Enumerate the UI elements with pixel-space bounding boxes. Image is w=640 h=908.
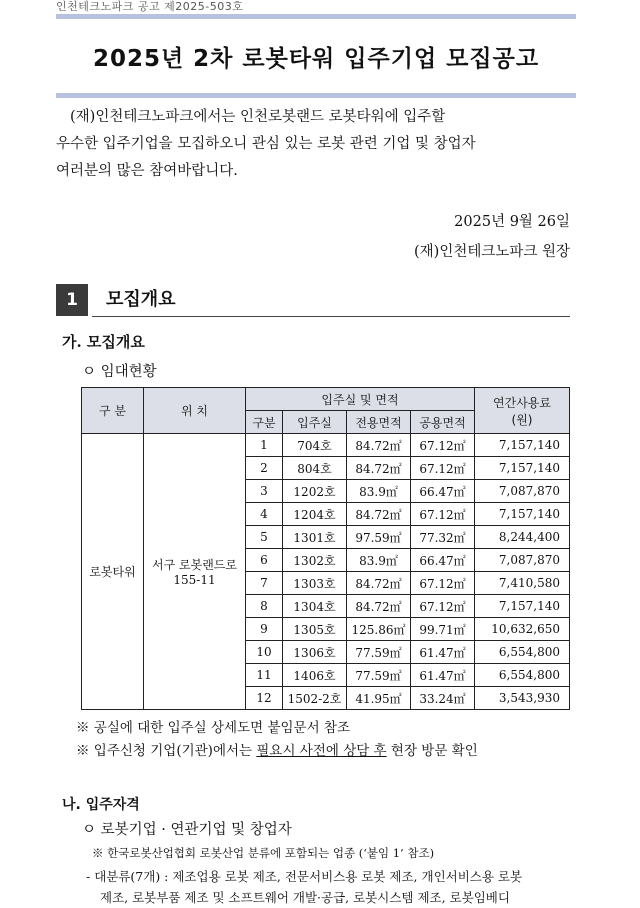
cell-annual-fee: 7,157,140	[475, 595, 570, 618]
cell-annual-fee: 3,543,930	[475, 687, 570, 710]
section-title: 모집개요	[106, 289, 176, 310]
eligibility-bullet: ㅇ 로봇기업 · 연관기업 및 창업자	[82, 822, 292, 838]
issuer-name: (재)인천테크노파크 원장	[414, 244, 570, 260]
cell-no: 4	[246, 503, 283, 526]
eligibility-note: ※ 한국로봇산업협회 로봇산업 분류에 포함되는 업종 (‘붙임 1’ 참조)	[92, 846, 435, 860]
cell-no: 11	[246, 664, 283, 687]
header-no: 구분	[246, 411, 283, 434]
document-id: 인천테크노파크 공고 제2025-503호	[56, 0, 244, 13]
cell-common-area: 67.12㎡	[411, 503, 475, 526]
cell-common-area: 61.47㎡	[411, 664, 475, 687]
cell-common-area: 67.12㎡	[411, 572, 475, 595]
top-accent-bar	[56, 14, 576, 19]
header-annual-fee	[475, 388, 570, 434]
location-line-1: 서구 로봇랜드로	[152, 558, 237, 572]
cell-room: 804호	[283, 457, 347, 480]
cell-exclusive-area: 83.9㎡	[347, 549, 411, 572]
eligibility-detail	[86, 866, 576, 908]
page-title: 2025년 2차 로봇타워 입주기업 모집공고	[92, 46, 540, 72]
cell-exclusive-area: 84.72㎡	[347, 595, 411, 618]
cell-exclusive-area: 84.72㎡	[347, 572, 411, 595]
cell-annual-fee: 10,632,650	[475, 618, 570, 641]
header-annual-fee-label: 연간사용료	[493, 395, 551, 410]
lease-table-body	[82, 434, 570, 710]
cell-annual-fee: 7,087,870	[475, 480, 570, 503]
subsection-b-title: 나. 입주자격	[62, 797, 140, 813]
intro-line-3: 여러분의 많은 참여바랍니다.	[56, 163, 238, 179]
cell-annual-fee: 8,244,400	[475, 526, 570, 549]
location-line-2: 155-11	[173, 573, 216, 587]
cell-common-area: 66.47㎡	[411, 549, 475, 572]
intro-paragraph	[56, 104, 596, 185]
cell-exclusive-area: 77.59㎡	[347, 664, 411, 687]
cell-room: 1406호	[283, 664, 347, 687]
subsection-a-title: 가. 모집개요	[62, 333, 145, 351]
cell-room: 1303호	[283, 572, 347, 595]
cell-no: 10	[246, 641, 283, 664]
signature-block	[414, 207, 570, 267]
note-visit-post: 현장 방문 확인	[386, 743, 478, 759]
header-room-area: 입주실 및 면적	[246, 388, 475, 411]
cell-exclusive-area: 84.72㎡	[347, 503, 411, 526]
cell-room: 1304호	[283, 595, 347, 618]
cell-no: 6	[246, 549, 283, 572]
cell-exclusive-area: 125.86㎡	[347, 618, 411, 641]
cell-no: 12	[246, 687, 283, 710]
cell-room: 704호	[283, 434, 347, 457]
table-row	[82, 434, 570, 457]
intro-line-1: (재)인천테크노파크에서는 인천로봇랜드 로봇타워에 입주할	[70, 109, 446, 125]
cell-room: 1301호	[283, 526, 347, 549]
cell-room: 1305호	[283, 618, 347, 641]
cell-exclusive-area: 83.9㎡	[347, 480, 411, 503]
header-annual-fee-unit: (원)	[511, 412, 533, 427]
cell-common-area: 99.71㎡	[411, 618, 475, 641]
header-exclusive-area: 전용면적	[347, 411, 411, 434]
cell-no: 2	[246, 457, 283, 480]
cell-annual-fee: 7,157,140	[475, 457, 570, 480]
cell-common-area: 67.12㎡	[411, 595, 475, 618]
section-number-badge: 1	[56, 284, 88, 316]
cell-no: 1	[246, 434, 283, 457]
cell-room: 1204호	[283, 503, 347, 526]
cell-annual-fee: 7,157,140	[475, 503, 570, 526]
cell-common-area: 33.24㎡	[411, 687, 475, 710]
cell-room: 1202호	[283, 480, 347, 503]
title-accent-bar	[56, 93, 576, 98]
announcement-date: 2025년 9월 26일	[454, 214, 570, 230]
cell-category: 로봇타워	[82, 434, 144, 710]
cell-common-area: 67.12㎡	[411, 457, 475, 480]
cell-exclusive-area: 77.59㎡	[347, 641, 411, 664]
header-common-area: 공용면적	[411, 411, 475, 434]
cell-location	[144, 434, 246, 710]
cell-exclusive-area: 84.72㎡	[347, 434, 411, 457]
header-category: 구 분	[82, 388, 144, 434]
cell-annual-fee: 7,157,140	[475, 434, 570, 457]
lease-status-bullet: ㅇ 임대현황	[82, 364, 157, 380]
header-location: 위 치	[144, 388, 246, 434]
eligibility-detail-line-1: - 대분류(7개) : 제조업용 로봇 제조, 전문서비스용 로봇 제조, 개인서비스용 로봇	[86, 869, 523, 884]
cell-no: 5	[246, 526, 283, 549]
note-visit-underlined: 필요시 사전에 상담 후	[256, 743, 387, 759]
note-floorplan: ※ 공실에 대한 입주실 상세도면 붙임문서 참조	[76, 720, 350, 736]
table-notes	[76, 717, 478, 763]
cell-no: 8	[246, 595, 283, 618]
lease-status-table	[81, 387, 570, 710]
header-room: 입주실	[283, 411, 347, 434]
cell-exclusive-area: 97.59㎡	[347, 526, 411, 549]
cell-common-area: 61.47㎡	[411, 641, 475, 664]
cell-annual-fee: 6,554,800	[475, 664, 570, 687]
cell-annual-fee: 7,410,580	[475, 572, 570, 595]
cell-annual-fee: 7,087,870	[475, 549, 570, 572]
eligibility-detail-line-2: 제조, 로봇부품 제조 및 소프트웨어 개발·공급, 로봇시스템 제조, 로봇임베디	[100, 890, 510, 905]
cell-no: 9	[246, 618, 283, 641]
cell-no: 3	[246, 480, 283, 503]
section-underline	[92, 316, 570, 317]
intro-line-2: 우수한 입주기업을 모집하오니 관심 있는 로봇 관련 기업 및 창업자	[56, 136, 476, 152]
cell-room: 1302호	[283, 549, 347, 572]
note-visit-pre: ※ 입주신청 기업(기관)에서는	[76, 743, 257, 759]
cell-no: 7	[246, 572, 283, 595]
cell-common-area: 67.12㎡	[411, 434, 475, 457]
cell-common-area: 77.32㎡	[411, 526, 475, 549]
cell-room: 1502-2호	[283, 687, 347, 710]
cell-annual-fee: 6,554,800	[475, 641, 570, 664]
cell-room: 1306호	[283, 641, 347, 664]
cell-exclusive-area: 84.72㎡	[347, 457, 411, 480]
cell-exclusive-area: 41.95㎡	[347, 687, 411, 710]
cell-common-area: 66.47㎡	[411, 480, 475, 503]
note-visit	[76, 740, 478, 763]
